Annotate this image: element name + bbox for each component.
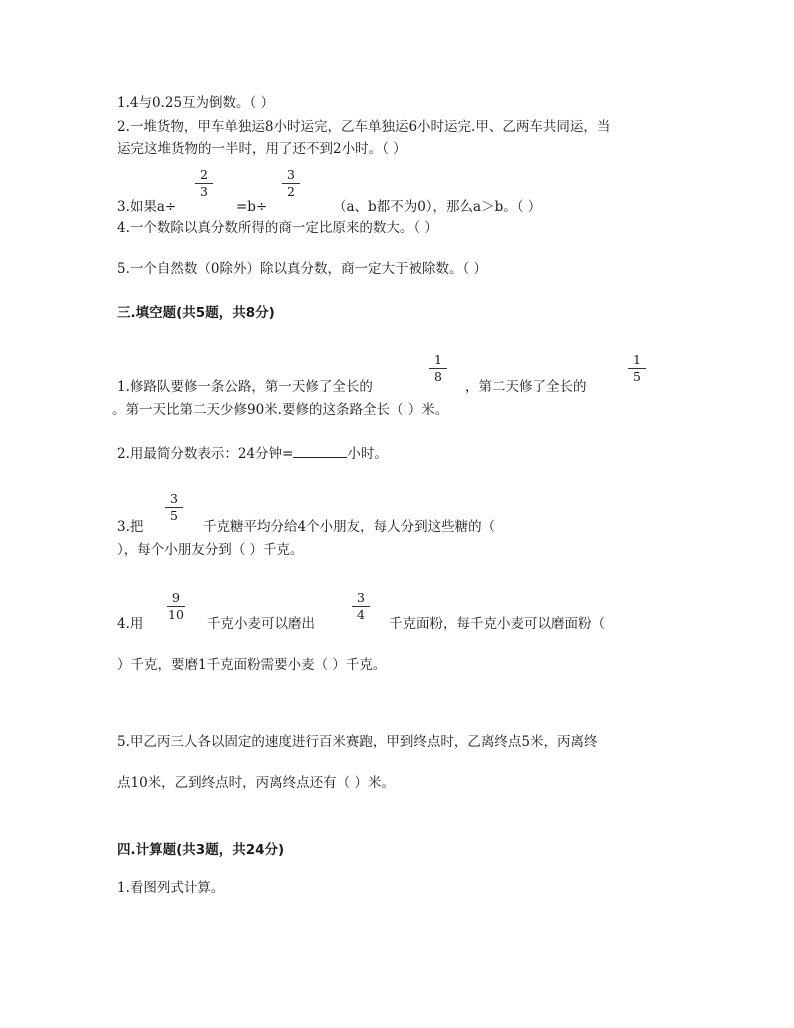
fill-q2-unit: 小时。 — [347, 446, 388, 462]
judge-q3-part2: =b÷ — [236, 199, 268, 215]
fill-q3-part2: 千克糖平均分给4个小朋友，每人分到这些糖的（ — [203, 519, 496, 535]
judge-q2-line2: 运完这堆货物的一半时，用了还不到2小时。（ ） — [117, 141, 407, 157]
fill-q2-text: 2.用最简分数表示：24分钟= — [117, 446, 294, 462]
fraction-3-5: 3 5 — [163, 492, 185, 523]
fraction-1-8: 1 8 — [427, 353, 449, 384]
fraction-2-3: 2 3 — [193, 168, 215, 199]
judge-q4: 4.一个数除以真分数所得的商一定比原来的数大。（ ） — [117, 220, 438, 236]
fraction-3-2: 3 2 — [280, 168, 302, 199]
calc-q1: 1.看图列式计算。 — [117, 880, 225, 896]
fraction-9-10: 9 10 — [168, 590, 184, 622]
fill-q2 — [117, 443, 388, 463]
fraction-3-4: 3 4 — [350, 591, 372, 622]
section-4-title: 四.计算题(共3题，共24分) — [117, 842, 285, 858]
fill-q3-part1: 3.把 — [117, 519, 144, 535]
judge-q3-part1: 3.如果a÷ — [117, 199, 177, 215]
judge-q1: 1.4与0.25互为倒数。（ ） — [117, 95, 275, 111]
fill-q5-line2: 点10米，乙到终点时，丙离终点还有（ ）米。 — [117, 775, 395, 791]
fill-q5-line1: 5.甲乙丙三人各以固定的速度进行百米赛跑，甲到终点时，乙离终点5米，丙离终 — [117, 734, 598, 750]
fill-q1-part1: 1.修路队要修一条公路，第一天修了全长的 — [117, 379, 373, 395]
section-3-title: 三.填空题(共5题，共8分) — [117, 305, 275, 321]
fill-q1-part2: ，第二天修了全长的 — [465, 379, 587, 395]
fill-q4-part2: 千克小麦可以磨出 — [207, 616, 315, 632]
judge-q3-part3: （a、b都不为0），那么a＞b。（ ） — [333, 199, 542, 215]
fill-q4-part4: ）千克，要磨1千克面粉需要小麦（ ）千克。 — [117, 657, 387, 673]
fill-q4-part1: 4.用 — [117, 616, 144, 632]
judge-q5: 5.一个自然数（0除外）除以真分数，商一定大于被除数。（ ） — [117, 261, 488, 277]
answer-blank — [293, 443, 347, 458]
judge-q2-line1: 2.一堆货物，甲车单独运8小时运完，乙车单独运6小时运完.甲、乙两车共同运，当 — [117, 119, 611, 135]
fill-q4-part3: 千克面粉，每千克小麦可以磨面粉（ — [389, 616, 605, 632]
fill-q1-part3: 。第一天比第二天少修90米.要修的这条路全长（ ）米。 — [112, 402, 449, 418]
fraction-1-5: 1 5 — [626, 353, 648, 384]
fill-q3-part3: ），每个小朋友分到（ ）千克。 — [117, 542, 304, 558]
